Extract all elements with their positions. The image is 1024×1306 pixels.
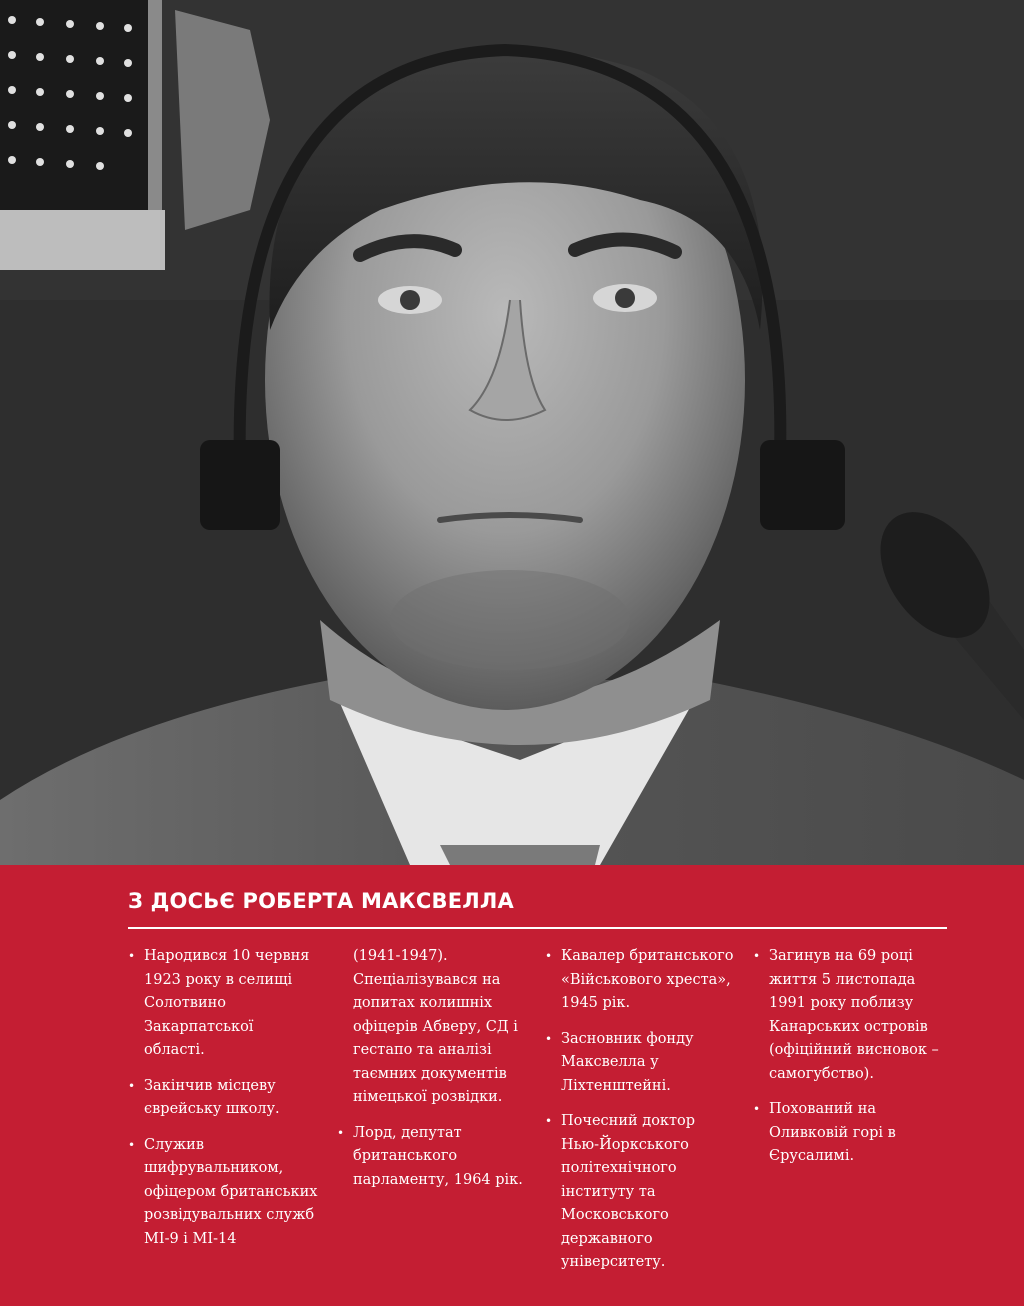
dossier-list-item: • Похований на Оливковій горі в Єрусалимі. <box>753 1098 943 1169</box>
dossier-list-item: • Засновник фонду Максвелла у Ліхтенштейні. <box>545 1028 735 1099</box>
dossier-list-item-continuation: (1941-1947). Спеціалізувався на допитах колишніх офіцерів Абверу, СД і гестапо та аналізі таємних документів німецької розвідки. <box>353 948 518 1105</box>
dossier-column-4 <box>753 945 943 1181</box>
dossier-panel <box>0 865 1024 1306</box>
dossier-list-item: • Лорд, депутат британського парламенту, 1964 рік. <box>337 1122 527 1193</box>
title-divider <box>128 927 947 929</box>
dossier-list-item: • Закінчив місцеву єврейську школу. <box>128 1075 318 1122</box>
dossier-column-3 <box>545 945 735 1287</box>
dossier-list-item: • Почесний доктор Нью-Йоркського політехнічного інституту та Московського державного університету. <box>545 1110 735 1275</box>
dossier-list-item: • Загинув на 69 році життя 5 листопада 1991 року поблизу Канарських островів (офіційний висновок – самогубство). <box>753 945 943 1086</box>
headphone-right <box>760 440 845 530</box>
dossier-column-1 <box>128 945 318 1263</box>
headphone-left <box>200 440 280 530</box>
dossier-list-item: • Служив шифрувальником, офіцером британських розвідувальних служб MI-9 і MI-14 <box>128 1134 318 1252</box>
dossier-column-2 <box>337 945 527 1204</box>
dossier-list-item: • Кавалер британського «Військового хреста», 1945 рік. <box>545 945 735 1016</box>
dossier-list-item: • Народився 10 червня 1923 року в селищі Солотвино Закарпатської області. <box>128 945 318 1063</box>
dossier-title: З ДОСЬЄ РОБЕРТА МАКСВЕЛЛА <box>128 889 515 913</box>
